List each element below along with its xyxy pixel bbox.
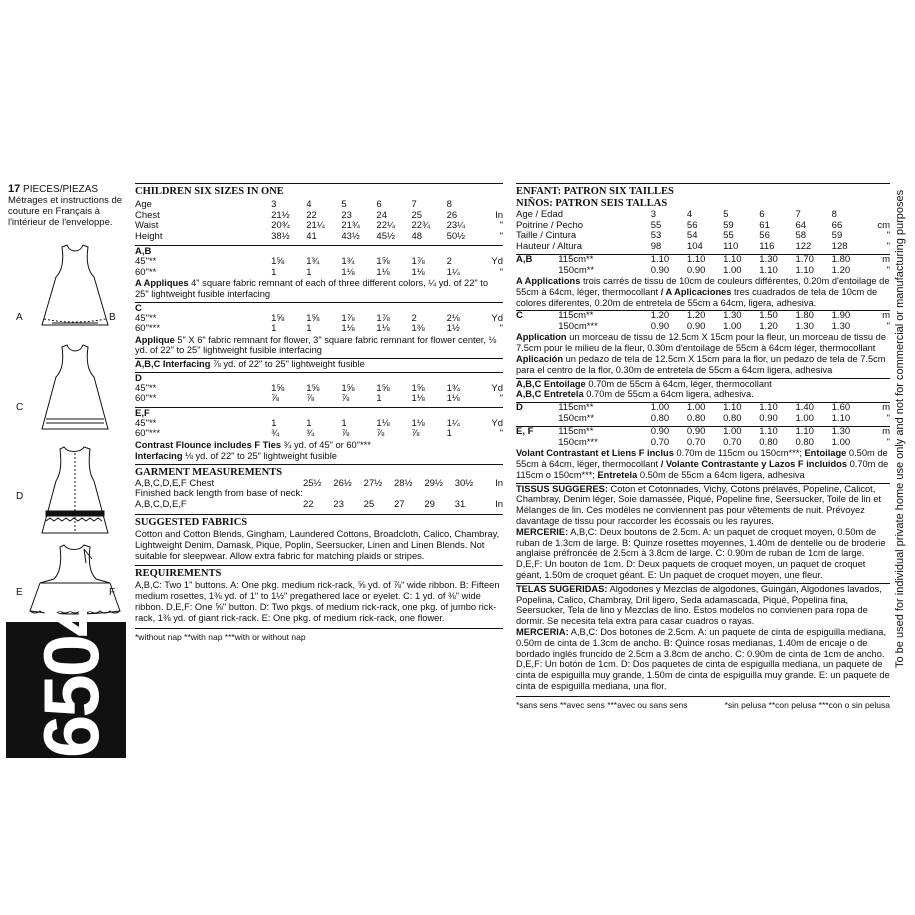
- table-cell: 55: [650, 219, 662, 231]
- table-cell: ": [499, 393, 503, 405]
- table-cell: m: [882, 402, 890, 414]
- footnote-es: *sin pelusa **con pelusa ***con o sin pelusa: [724, 699, 890, 710]
- table-cell: 1.10: [686, 254, 706, 265]
- abc-interfacing-en: A,B,C Interfacing ⅞ yd. of 22" to 25" lightweight fusible: [135, 359, 365, 370]
- table-cell: Taille / Cintura: [516, 230, 577, 241]
- table-cell: 1.30: [759, 254, 778, 265]
- table-row: [516, 322, 890, 333]
- table-cell: 45"**: [135, 382, 157, 394]
- figure-letter-e: E: [16, 587, 23, 598]
- table-cell: 22: [306, 209, 317, 221]
- table-cell: 1: [306, 417, 312, 429]
- table-cell: 1.10: [759, 264, 778, 276]
- table-cell: 6: [376, 199, 382, 210]
- table-cell: 4: [306, 199, 312, 210]
- table-row: [516, 210, 890, 221]
- table-cell: 56: [759, 230, 770, 241]
- view-c-table-en: [135, 314, 503, 335]
- french-note: Métrages et instructions de couture en Français à l'intérieur de l'enveloppe.: [8, 195, 123, 228]
- telas-es: TELAS SUGERIDAS: Algodones y Mezclas de algodones, Guingán, Algodones lavados, Popelina, Calico, Chambray, Dril ligero, Seda adamascada, Piqué, Popelina fina, Seersucker, Tela de lino y Mezclas de lino. Estos modelos no convienen para ropa de dormir. Se necesita tela extra para casar cuadros o rayas.: [516, 583, 882, 627]
- table-cell: 27: [394, 498, 405, 510]
- table-row: [135, 500, 503, 511]
- table-cell: 0.90: [686, 426, 706, 438]
- table-cell: 45"**: [135, 312, 157, 324]
- table-cell: 2: [411, 312, 417, 324]
- table-cell: 1.10: [650, 254, 670, 265]
- table-cell: 66: [831, 219, 843, 231]
- usage-disclaimer: To be used for individual private home use only and not for commercial or manufacturing purposes: [894, 189, 906, 668]
- table-cell: m: [882, 426, 890, 438]
- table-cell: 1.10: [723, 402, 742, 414]
- table-cell: Yd: [491, 256, 503, 267]
- table-cell: 1.20: [686, 310, 706, 322]
- view-ab-label-en: A,B: [135, 246, 152, 257]
- table-cell: 1.10: [831, 412, 851, 424]
- dress-sketch-ab: [42, 245, 108, 325]
- table-cell: Chest: [135, 209, 160, 221]
- size-table-fr: [516, 210, 890, 252]
- table-cell: 1⅞: [376, 312, 390, 324]
- mercerie-fr: MERCERIE: A,B,C: Deux boutons de 2.5cm. A: un paquet de croquet moyen, 0.50m de ruban de 1.3cm de large. B: Quinze rosettes moyennes, 1.40m de dentelle ou de broderie anglaise préfroncée de 2.5cm à 3.8cm de large. C: 0.90m de ruban de 1cm de large. D,E,F: Un bouton de 1cm. D: Deux paquets de croquet moyen, un paquet de croquet géant, 1.50m de croquet géant. E: Un paquet de croquet moyen, une fleur.: [516, 526, 886, 580]
- table-cell: 0.80: [795, 436, 814, 448]
- table-cell: 1⅝: [376, 256, 390, 267]
- table-cell: Height: [135, 230, 163, 242]
- view-d-label-en: D: [135, 372, 142, 384]
- table-row: [135, 257, 503, 268]
- table-cell: 29½: [424, 477, 443, 489]
- table-cell: 115cm**: [558, 426, 594, 438]
- size-table-en: [135, 200, 503, 242]
- table-row: [135, 429, 503, 440]
- view-label: [516, 322, 558, 333]
- garment-title-en: GARMENT MEASUREMENTS: [135, 464, 503, 479]
- abc-entretela-es: A,B,C Entretela 0.70m de 55cm a 64cm ligera, adhesiva.: [516, 389, 754, 400]
- figure-letter-d: D: [16, 491, 24, 502]
- table-cell: 6: [759, 209, 765, 220]
- table-cell: 7: [411, 199, 417, 210]
- table-cell: 1.00: [686, 402, 706, 414]
- table-cell: 0.90: [650, 320, 670, 332]
- table-row: [516, 266, 890, 277]
- table-cell: In: [495, 498, 503, 510]
- table-cell: 115cm**: [558, 402, 594, 414]
- table-cell: Age: [135, 199, 152, 210]
- footnote-fr: *sans sens **avec sens ***avec ou sans sens: [516, 699, 688, 710]
- table-cell: A,B,C,D,E,F: [135, 498, 187, 510]
- table-cell: 1⅝: [306, 312, 320, 324]
- table-cell: 1.20: [650, 310, 670, 322]
- table-cell: 22: [302, 498, 314, 510]
- table-cell: 1: [271, 266, 277, 278]
- table-row: [516, 414, 890, 425]
- view-ab-note-en: A Appliques 4" square fabric remnant of each of three different colors, ¼ yd. of 22" to 25" lightweight fusible interfacing: [135, 278, 488, 299]
- table-cell: 122: [795, 240, 812, 252]
- table-cell: 59: [831, 230, 843, 241]
- view-ef-table-en: [135, 419, 503, 440]
- view-c-label-en: C: [135, 302, 142, 314]
- table-cell: ⅞: [306, 393, 315, 405]
- view-c-note-en: Applique 5" X 6" fabric remnant for flower, 3" square fabric remnant for flower center, ⅛ yd. of 22" to 25" lightweight fusible interfacing: [135, 334, 497, 356]
- table-cell: 1.80: [831, 254, 851, 265]
- table-row: [516, 438, 890, 449]
- table-cell: 1⅝: [306, 382, 320, 394]
- table-cell: 7: [795, 209, 801, 220]
- requirements-text-en: A,B,C: Two 1" buttons. A: One pkg. medium rick-rack, ⅝ yd. of ⅞" wide ribbon. B: Fifteen medium rosettes, 1⅜ yd. of 1" to 1½" pregathered lace or eyelet. C: 1 yd. of ⅜" wide ribbon. D,E,F: One ⅝" button. D: Two pkgs. of medium rick-rack, one pkg. of jumbo rick-rack, 1⅜ yd. of giant rick-rack. E: One pkg. of medium rick-rack, one flower.: [135, 580, 500, 623]
- view-ab-note-fr: A Applications trois carrés de tissu de 10cm de couleurs différentes, 0.20m d'entoilage de 55cm à 64cm, léger, thermocollant / A Aplicaciones tres cuadrados de tela de 10cm de colores diferentes, 0.20m de entretela de 55cm a 64cm, ligera, adhesiva.: [516, 276, 890, 308]
- table-cell: 0.70: [723, 436, 742, 448]
- table-row: [516, 231, 890, 242]
- table-cell: ": [886, 240, 890, 252]
- view-ab-table-en: [135, 257, 503, 278]
- table-cell: 61: [759, 219, 770, 231]
- table-cell: 1: [376, 393, 382, 405]
- view-label: D: [516, 402, 523, 414]
- table-cell: 20¾: [271, 220, 290, 231]
- table-cell: 1¾: [306, 256, 320, 267]
- table-cell: 8: [831, 209, 837, 220]
- table-cell: A,B,C,D,E,F Chest: [135, 477, 215, 489]
- figure-letter-b: B: [109, 312, 116, 323]
- view-c-note-es: Aplicación un pedazo de tela de 12.5cm X 15cm para la flor, un pedazo de tela de 7.5cm para el centro de la flor, 0.30m de entretela de 55cm a 64cm ligera, adhesiva: [516, 353, 886, 375]
- table-cell: 1½: [446, 323, 460, 335]
- table-cell: 23: [333, 498, 344, 510]
- table-cell: 1.00: [795, 412, 814, 424]
- table-cell: 26: [446, 209, 458, 221]
- table-cell: 60"**: [135, 393, 157, 405]
- table-cell: 5: [341, 199, 347, 210]
- table-cell: 53: [650, 230, 662, 241]
- table-cell: 0.80: [759, 436, 778, 448]
- table-cell: 1: [341, 417, 347, 429]
- table-cell: 45"**: [135, 417, 157, 429]
- view-label: [516, 266, 558, 277]
- table-cell: 1⅝: [376, 382, 390, 394]
- table-cell: ": [499, 266, 503, 278]
- table-cell: 1⅜: [411, 323, 425, 335]
- dress-sketch-d: [42, 447, 108, 533]
- table-cell: 1.80: [795, 310, 814, 322]
- table-cell: 1⅛: [341, 323, 355, 335]
- table-cell: 1: [306, 266, 312, 278]
- table-cell: 150cm***: [558, 320, 598, 332]
- table-row: [135, 268, 503, 279]
- view-d-table-fr: [516, 403, 890, 424]
- pattern-number: 6504: [27, 596, 115, 758]
- table-cell: ": [499, 230, 503, 242]
- table-cell: Yd: [491, 312, 503, 324]
- table-cell: In: [495, 477, 503, 489]
- table-cell: 115cm**: [558, 310, 594, 322]
- table-cell: 0.80: [686, 412, 706, 424]
- table-cell: 43½: [341, 230, 360, 242]
- table-cell: 0.80: [650, 412, 670, 424]
- table-cell: 1.30: [723, 310, 742, 322]
- table-cell: 1.10: [759, 426, 778, 438]
- table-row: [135, 324, 503, 335]
- table-cell: 1¼: [446, 417, 460, 429]
- table-cell: [482, 200, 503, 211]
- table-cell: [868, 210, 890, 221]
- table-cell: Hauteur / Altura: [516, 240, 583, 252]
- requirements-title-en: REQUIREMENTS: [135, 565, 503, 580]
- pieces-label: PIECES/PIEZAS: [23, 184, 99, 195]
- view-c-table-fr: [516, 311, 890, 332]
- table-cell: 38½: [271, 230, 290, 242]
- table-cell: 27½: [363, 477, 383, 489]
- table-cell: 98: [650, 240, 662, 252]
- table-cell: 1.30: [831, 320, 851, 332]
- table-cell: 31: [454, 498, 466, 510]
- table-cell: 1.10: [795, 426, 814, 438]
- table-cell: 22¾: [411, 220, 430, 231]
- pieces-block: [8, 184, 128, 228]
- table-cell: 1.10: [723, 254, 742, 265]
- view-label: C: [516, 310, 523, 322]
- figure-letter-f: F: [109, 587, 116, 598]
- table-cell: 8: [446, 199, 452, 210]
- table-cell: 1: [271, 417, 277, 429]
- table-cell: 1.20: [759, 320, 778, 332]
- table-cell: 150cm***: [558, 436, 598, 448]
- volant-note-fr: Volant Contrastant et Liens F inclus 0.70m de 115cm ou 150cm***; Entoilage 0.50m de 55cm à 64cm, léger, thermocollant / Volante Contrastante y Lazos F incluidos 0.70m de 115cm o 150cm***; Entretela 0.50m de 55cm a 64cm ligera, adhesiva: [516, 448, 889, 480]
- view-label: [516, 414, 558, 425]
- garment-table-en: [135, 479, 503, 511]
- table-cell: 25½: [302, 477, 322, 489]
- abc-entoilage-fr: A,B,C Entoilage 0.70m de 55cm à 64cm, léger, thermocollant: [516, 378, 772, 389]
- table-cell: 1⅛: [411, 266, 425, 278]
- table-cell: 22¼: [376, 220, 395, 231]
- table-cell: 150cm**: [558, 264, 595, 276]
- table-cell: 0.90: [650, 264, 670, 276]
- table-row: [135, 232, 503, 243]
- table-cell: 1.30: [831, 426, 851, 438]
- table-cell: 21¼: [306, 220, 325, 231]
- table-cell: 0.70: [650, 436, 670, 448]
- table-cell: 45"**: [135, 256, 157, 267]
- table-cell: 1⅛: [411, 417, 425, 429]
- table-cell: 1.10: [759, 402, 778, 414]
- table-cell: 0.90: [686, 320, 706, 332]
- table-cell: ": [499, 220, 503, 231]
- english-column: [135, 183, 503, 643]
- table-cell: 4: [686, 209, 693, 220]
- table-cell: ⅞: [341, 428, 350, 440]
- table-cell: 50½: [446, 230, 466, 242]
- table-cell: 1⅛: [341, 266, 355, 278]
- table-cell: 41: [306, 230, 317, 242]
- table-cell: Age / Edad: [516, 209, 564, 220]
- pattern-number-box: [6, 596, 126, 758]
- table-cell: In: [495, 209, 503, 221]
- table-cell: ": [886, 412, 890, 424]
- table-cell: 1⅛: [376, 323, 390, 335]
- table-cell: 1.30: [795, 320, 814, 332]
- table-cell: 1⅞: [411, 256, 425, 267]
- table-cell: 60"**: [135, 266, 157, 278]
- fabrics-text-en: Cotton and Cotton Blends, Gingham, Laundered Cottons, Broadcloth, Calico, Chambray, Lightweight Denim, Damask, Pique, Poplin, Seersucker, Linen and Linen Blends. Not suitable for sleepwear. Allow extra fabric for matching plaids or stripes.: [135, 529, 500, 561]
- table-cell: 1⅛: [411, 393, 425, 405]
- view-d-table-en: [135, 384, 503, 405]
- table-cell: 0.70: [686, 436, 706, 448]
- table-cell: 21½: [271, 209, 290, 221]
- english-title: CHILDREN SIX SIZES IN ONE: [135, 183, 503, 198]
- table-cell: 1⅛: [376, 266, 390, 278]
- table-cell: 58: [795, 230, 807, 241]
- table-cell: m: [882, 254, 890, 265]
- table-cell: 1¼: [446, 266, 460, 278]
- view-label: A,B: [516, 254, 533, 265]
- table-cell: ¾: [271, 428, 280, 440]
- ef-interfacing-en: Interfacing ⅛ yd. of 22" to 25" lightweight fusible: [135, 450, 337, 461]
- table-cell: 150cm**: [558, 412, 595, 424]
- table-cell: 1.00: [723, 320, 742, 332]
- view-ef-table-fr: [516, 427, 890, 448]
- table-row: [135, 200, 503, 211]
- table-cell: 1⅞: [341, 312, 355, 324]
- table-cell: 3: [271, 199, 277, 210]
- tissus-fr: TISSUS SUGGERES: Coton et Cotonnades, Vichy, Cotons prélavés, Popeline, Calicot, Chambray, Denim léger, Soie damassée, Piqué, Popeline fine, Seersucker, Toile de lin et Mélanges de lin. Ces modèles ne conviennent pas pour vêtements de nuit. Prévoyez davantage de tissu pour raccorder les écossais ou les rayures.: [516, 483, 882, 526]
- table-cell: 60"***: [135, 428, 161, 440]
- table-cell: ⅞: [376, 428, 385, 440]
- french-title: ENFANT: PATRON SIX TAILLES: [516, 183, 890, 198]
- table-row: [516, 242, 890, 253]
- table-cell: 1⅝: [271, 312, 285, 324]
- table-cell: 1.00: [723, 426, 742, 438]
- table-cell: 110: [723, 240, 739, 252]
- table-cell: m: [882, 310, 890, 322]
- garment-sketches: [22, 233, 126, 593]
- view-ab-table-fr: [516, 255, 890, 276]
- dress-sketch-c: [42, 345, 108, 429]
- table-cell: ¾: [306, 428, 315, 440]
- table-cell: ": [886, 264, 890, 276]
- table-cell: 1.00: [650, 402, 670, 414]
- table-cell: 59: [723, 219, 734, 231]
- table-cell: 1.90: [831, 310, 851, 322]
- table-cell: 3: [650, 209, 657, 220]
- table-cell: 1¾: [446, 382, 460, 394]
- table-cell: ⅞: [271, 393, 280, 405]
- table-cell: 60"***: [135, 323, 161, 335]
- table-cell: 1: [446, 428, 452, 440]
- table-cell: 23: [341, 209, 352, 221]
- table-cell: ": [499, 428, 503, 440]
- table-cell: 0.80: [723, 412, 742, 424]
- table-cell: 1⅛: [376, 417, 390, 429]
- table-cell: cm: [877, 219, 890, 231]
- table-cell: 1.60: [831, 402, 851, 414]
- table-cell: 1.10: [795, 264, 814, 276]
- figure-letter-c: C: [16, 402, 24, 413]
- table-cell: Poitrine / Pecho: [516, 219, 584, 231]
- table-cell: 56: [686, 219, 698, 231]
- table-cell: ": [886, 436, 890, 448]
- table-cell: 54: [686, 230, 698, 241]
- table-cell: Yd: [491, 382, 503, 394]
- table-cell: 1⅝: [411, 382, 425, 394]
- table-cell: 1.70: [795, 254, 814, 265]
- table-cell: 5: [723, 209, 729, 220]
- table-cell: 21¾: [341, 220, 360, 231]
- footnote-en: *without nap **with nap ***with or without nap: [135, 631, 306, 642]
- table-row: [135, 489, 503, 500]
- table-cell: ": [886, 230, 890, 241]
- view-label: E, F: [516, 426, 534, 438]
- table-cell: ⅞: [411, 428, 420, 440]
- table-row: [516, 255, 890, 266]
- table-cell: 25: [411, 209, 423, 221]
- table-cell: Finished back length from base of neck:: [135, 488, 303, 500]
- table-cell: 30½: [454, 477, 474, 489]
- table-cell: 25: [363, 498, 375, 510]
- table-cell: 104: [686, 240, 703, 252]
- table-row: [135, 221, 503, 232]
- view-ef-label-en: E,F: [135, 407, 150, 419]
- table-cell: 2⅛: [446, 312, 460, 324]
- table-cell: 45½: [376, 230, 395, 242]
- figure-letter-a: A: [16, 312, 23, 323]
- table-cell: 55: [723, 230, 734, 241]
- table-cell: ": [499, 323, 503, 335]
- table-row: [135, 394, 503, 405]
- table-cell: 0.90: [650, 426, 670, 438]
- table-cell: 1.40: [795, 402, 814, 414]
- table-cell: 116: [759, 240, 775, 252]
- pieces-count: 17: [8, 183, 21, 195]
- table-cell: 1: [271, 323, 277, 335]
- table-cell: 28½: [394, 477, 413, 489]
- table-cell: 1.20: [831, 264, 851, 276]
- table-cell: Waist: [135, 220, 159, 231]
- table-cell: [485, 489, 503, 500]
- table-cell: 115cm**: [558, 254, 594, 265]
- table-cell: 1: [306, 323, 312, 335]
- table-cell: 2: [446, 256, 452, 267]
- view-c-note-fr: Application un morceau de tissu de 12.5cm X 15cm pour la fleur, un morceau de tissu de 7.5cm pour le milieu de la fleur, 0.30m d'entoilage de 55cm à 64cm léger, thermocollant: [516, 332, 886, 354]
- french-spanish-column: [516, 183, 890, 711]
- flounce-note-en: Contrast Flounce includes F Ties ¾ yd. of 45" or 60"***: [135, 439, 371, 450]
- table-cell: 29: [424, 498, 435, 510]
- merceria-es: MERCERIA: A,B,C: Dos botones de 2.5cm. A: un paquete de cinta de espiguilla mediana, 0.50m de cinta de 1.3cm de ancho. B: Quince rosas medianas, 1.40m de encaje o de bordado inglés fruncido de 2.5cm a 3.8cm de ancho. C: 0.90m de cinta de 1cm de ancho. D,E,F: Un botón de 1cm. D: Dos paquetes de cinta de espiguilla mediana, un paquete de cinta de espiguilla muy grande, 1.50m de cinta de espiguilla muy grande. E: un paquete de cinta de espiguilla mediana, una flor.: [516, 626, 890, 691]
- table-cell: 1¾: [341, 256, 355, 267]
- table-cell: 0.90: [759, 412, 778, 424]
- view-label: [516, 438, 558, 449]
- table-cell: 1.00: [723, 264, 742, 276]
- table-cell: 128: [831, 240, 848, 252]
- table-cell: 26½: [333, 477, 352, 489]
- table-cell: 24: [376, 209, 387, 221]
- table-cell: 0.90: [686, 264, 706, 276]
- table-cell: 1⅛: [446, 393, 460, 405]
- table-cell: 1⅝: [271, 256, 285, 267]
- table-cell: ⅞: [341, 393, 350, 405]
- table-cell: 48: [411, 230, 423, 242]
- spanish-title: NIÑOS: PATRON SEIS TALLAS: [516, 198, 668, 209]
- table-cell: 1.50: [759, 310, 778, 322]
- table-cell: ": [886, 320, 890, 332]
- table-cell: 64: [795, 219, 807, 231]
- table-cell: 23¼: [446, 220, 466, 231]
- dress-sketch-ef: [40, 545, 110, 583]
- table-cell: 1⅝: [271, 382, 285, 394]
- table-cell: 1⅝: [341, 382, 355, 394]
- table-cell: 1.00: [831, 436, 851, 448]
- table-cell: Yd: [491, 417, 503, 429]
- fabrics-title-en: SUGGESTED FABRICS: [135, 514, 503, 529]
